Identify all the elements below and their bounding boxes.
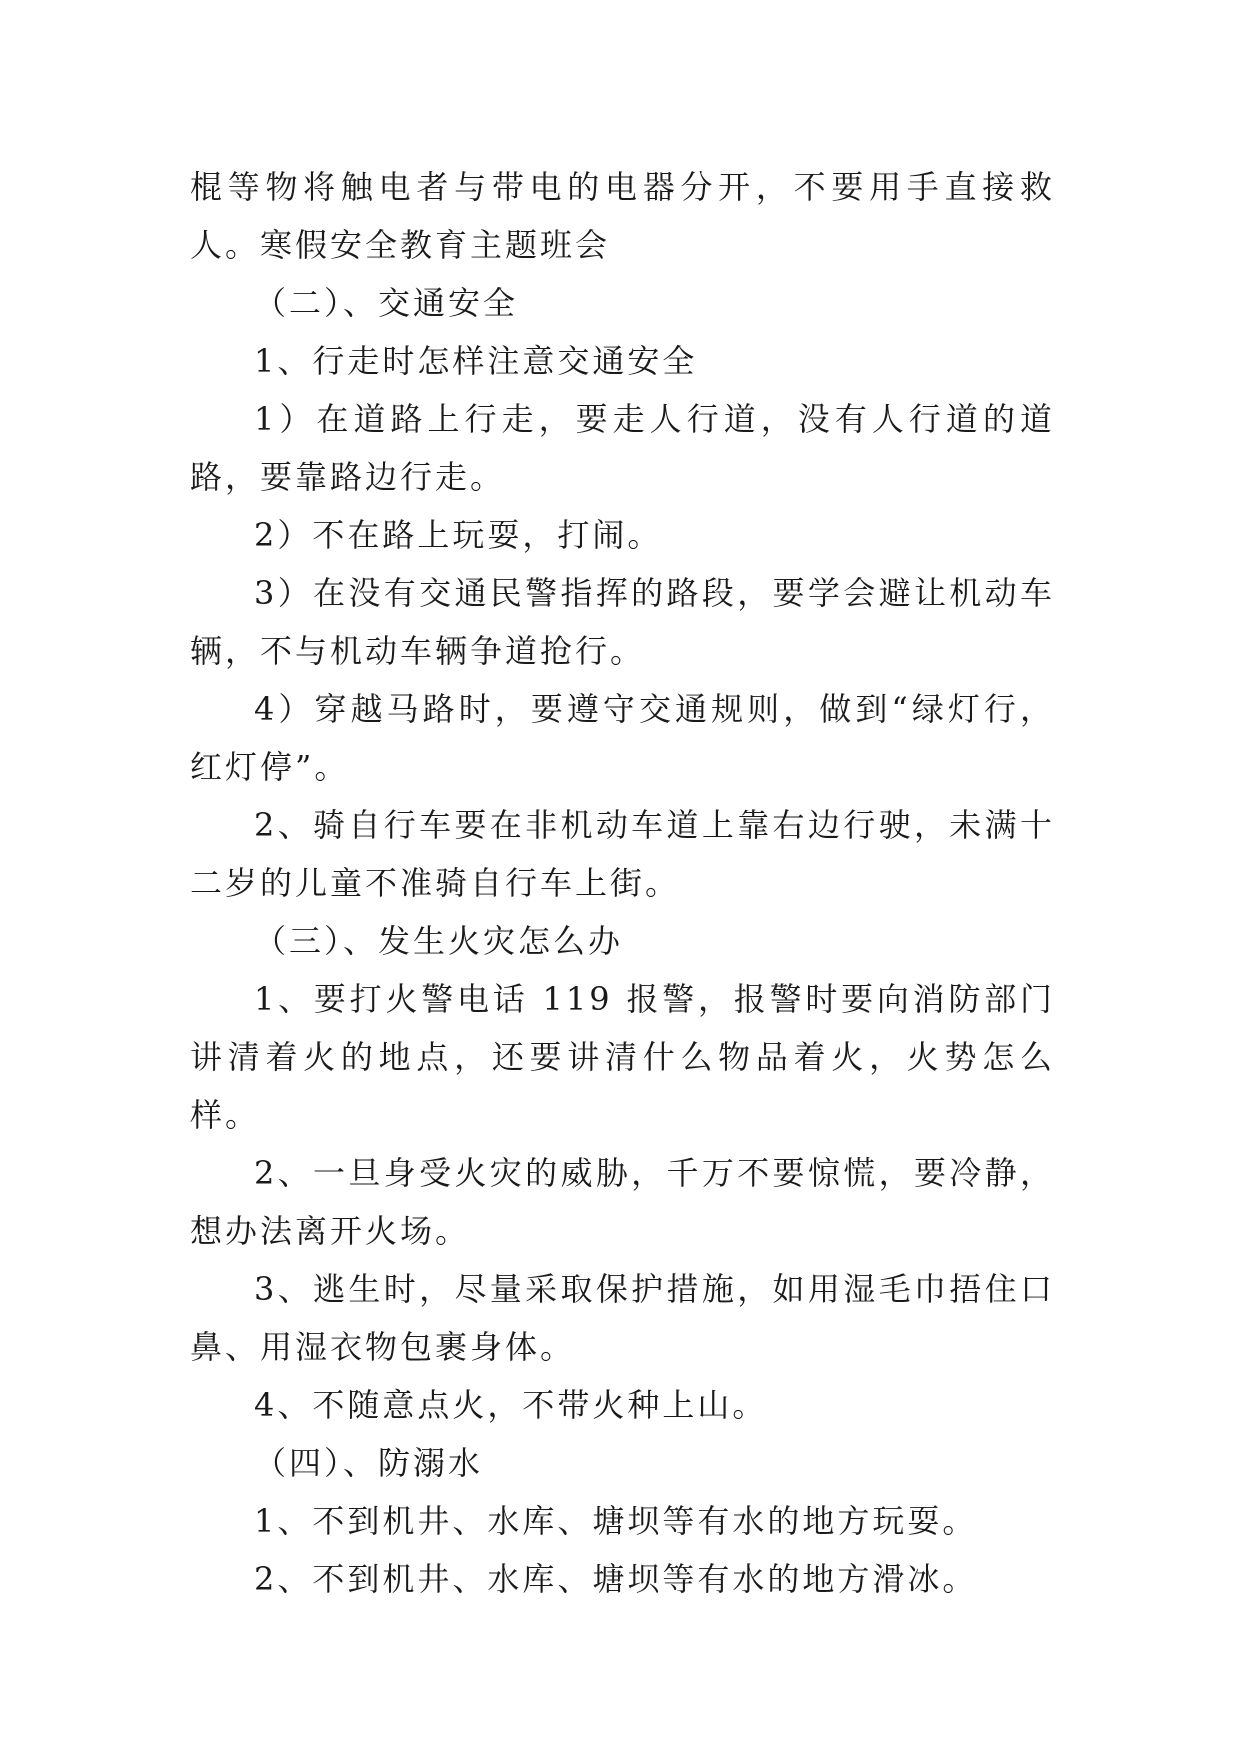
- paragraph-fire-rule-3: 3、逃生时，尽量采取保护措施，如用湿毛巾捂住口鼻、用湿衣物包裹身体。: [190, 1270, 1055, 1366]
- paragraph-walking-rule-1: 1）在道路上行走，要走人行道，没有人行道的道路，要靠路边行走。: [190, 400, 1055, 496]
- paragraph-bicycle-rule: 2、骑自行车要在非机动车道上靠右边行驶，未满十二岁的儿童不准骑自行车上街。: [190, 806, 1055, 902]
- heading-fire-safety: （三）、发生火灾怎么办: [254, 922, 624, 960]
- paragraph-fire-rule-1: 1、要打火警电话 119 报警，报警时要向消防部门讲清着火的地点，还要讲清什么物品着火，火势怎么样。: [190, 980, 1055, 1134]
- document-body: [190, 158, 1055, 1608]
- paragraph-drowning-rule-2: 2、不到机井、水库、塘坝等有水的地方滑冰。: [254, 1560, 978, 1598]
- subheading-walking-safety: 1、行走时怎样注意交通安全: [254, 342, 698, 380]
- heading-drowning-prevention: （四）、防溺水: [254, 1444, 484, 1482]
- paragraph-walking-rule-3: 3）在没有交通民警指挥的路段，要学会避让机动车辆，不与机动车辆争道抢行。: [190, 574, 1055, 670]
- paragraph-drowning-rule-1: 1、不到机井、水库、塘坝等有水的地方玩耍。: [254, 1502, 978, 1540]
- paragraph-electric-safety-end: 棍等物将触电者与带电的电器分开，不要用手直接救人。寒假安全教育主题班会: [190, 168, 1055, 264]
- paragraph-fire-rule-2: 2、一旦身受火灾的威胁，千万不要惊慌，要冷静，想办法离开火场。: [190, 1154, 1055, 1250]
- paragraph-fire-rule-4: 4、不随意点火，不带火种上山。: [254, 1386, 768, 1424]
- paragraph-walking-rule-2: 2）不在路上玩耍，打闹。: [254, 516, 663, 554]
- heading-traffic-safety: （二）、交通安全: [254, 284, 519, 322]
- paragraph-walking-rule-4: 4）穿越马路时，要遵守交通规则，做到“绿灯行，红灯停”。: [190, 690, 1055, 786]
